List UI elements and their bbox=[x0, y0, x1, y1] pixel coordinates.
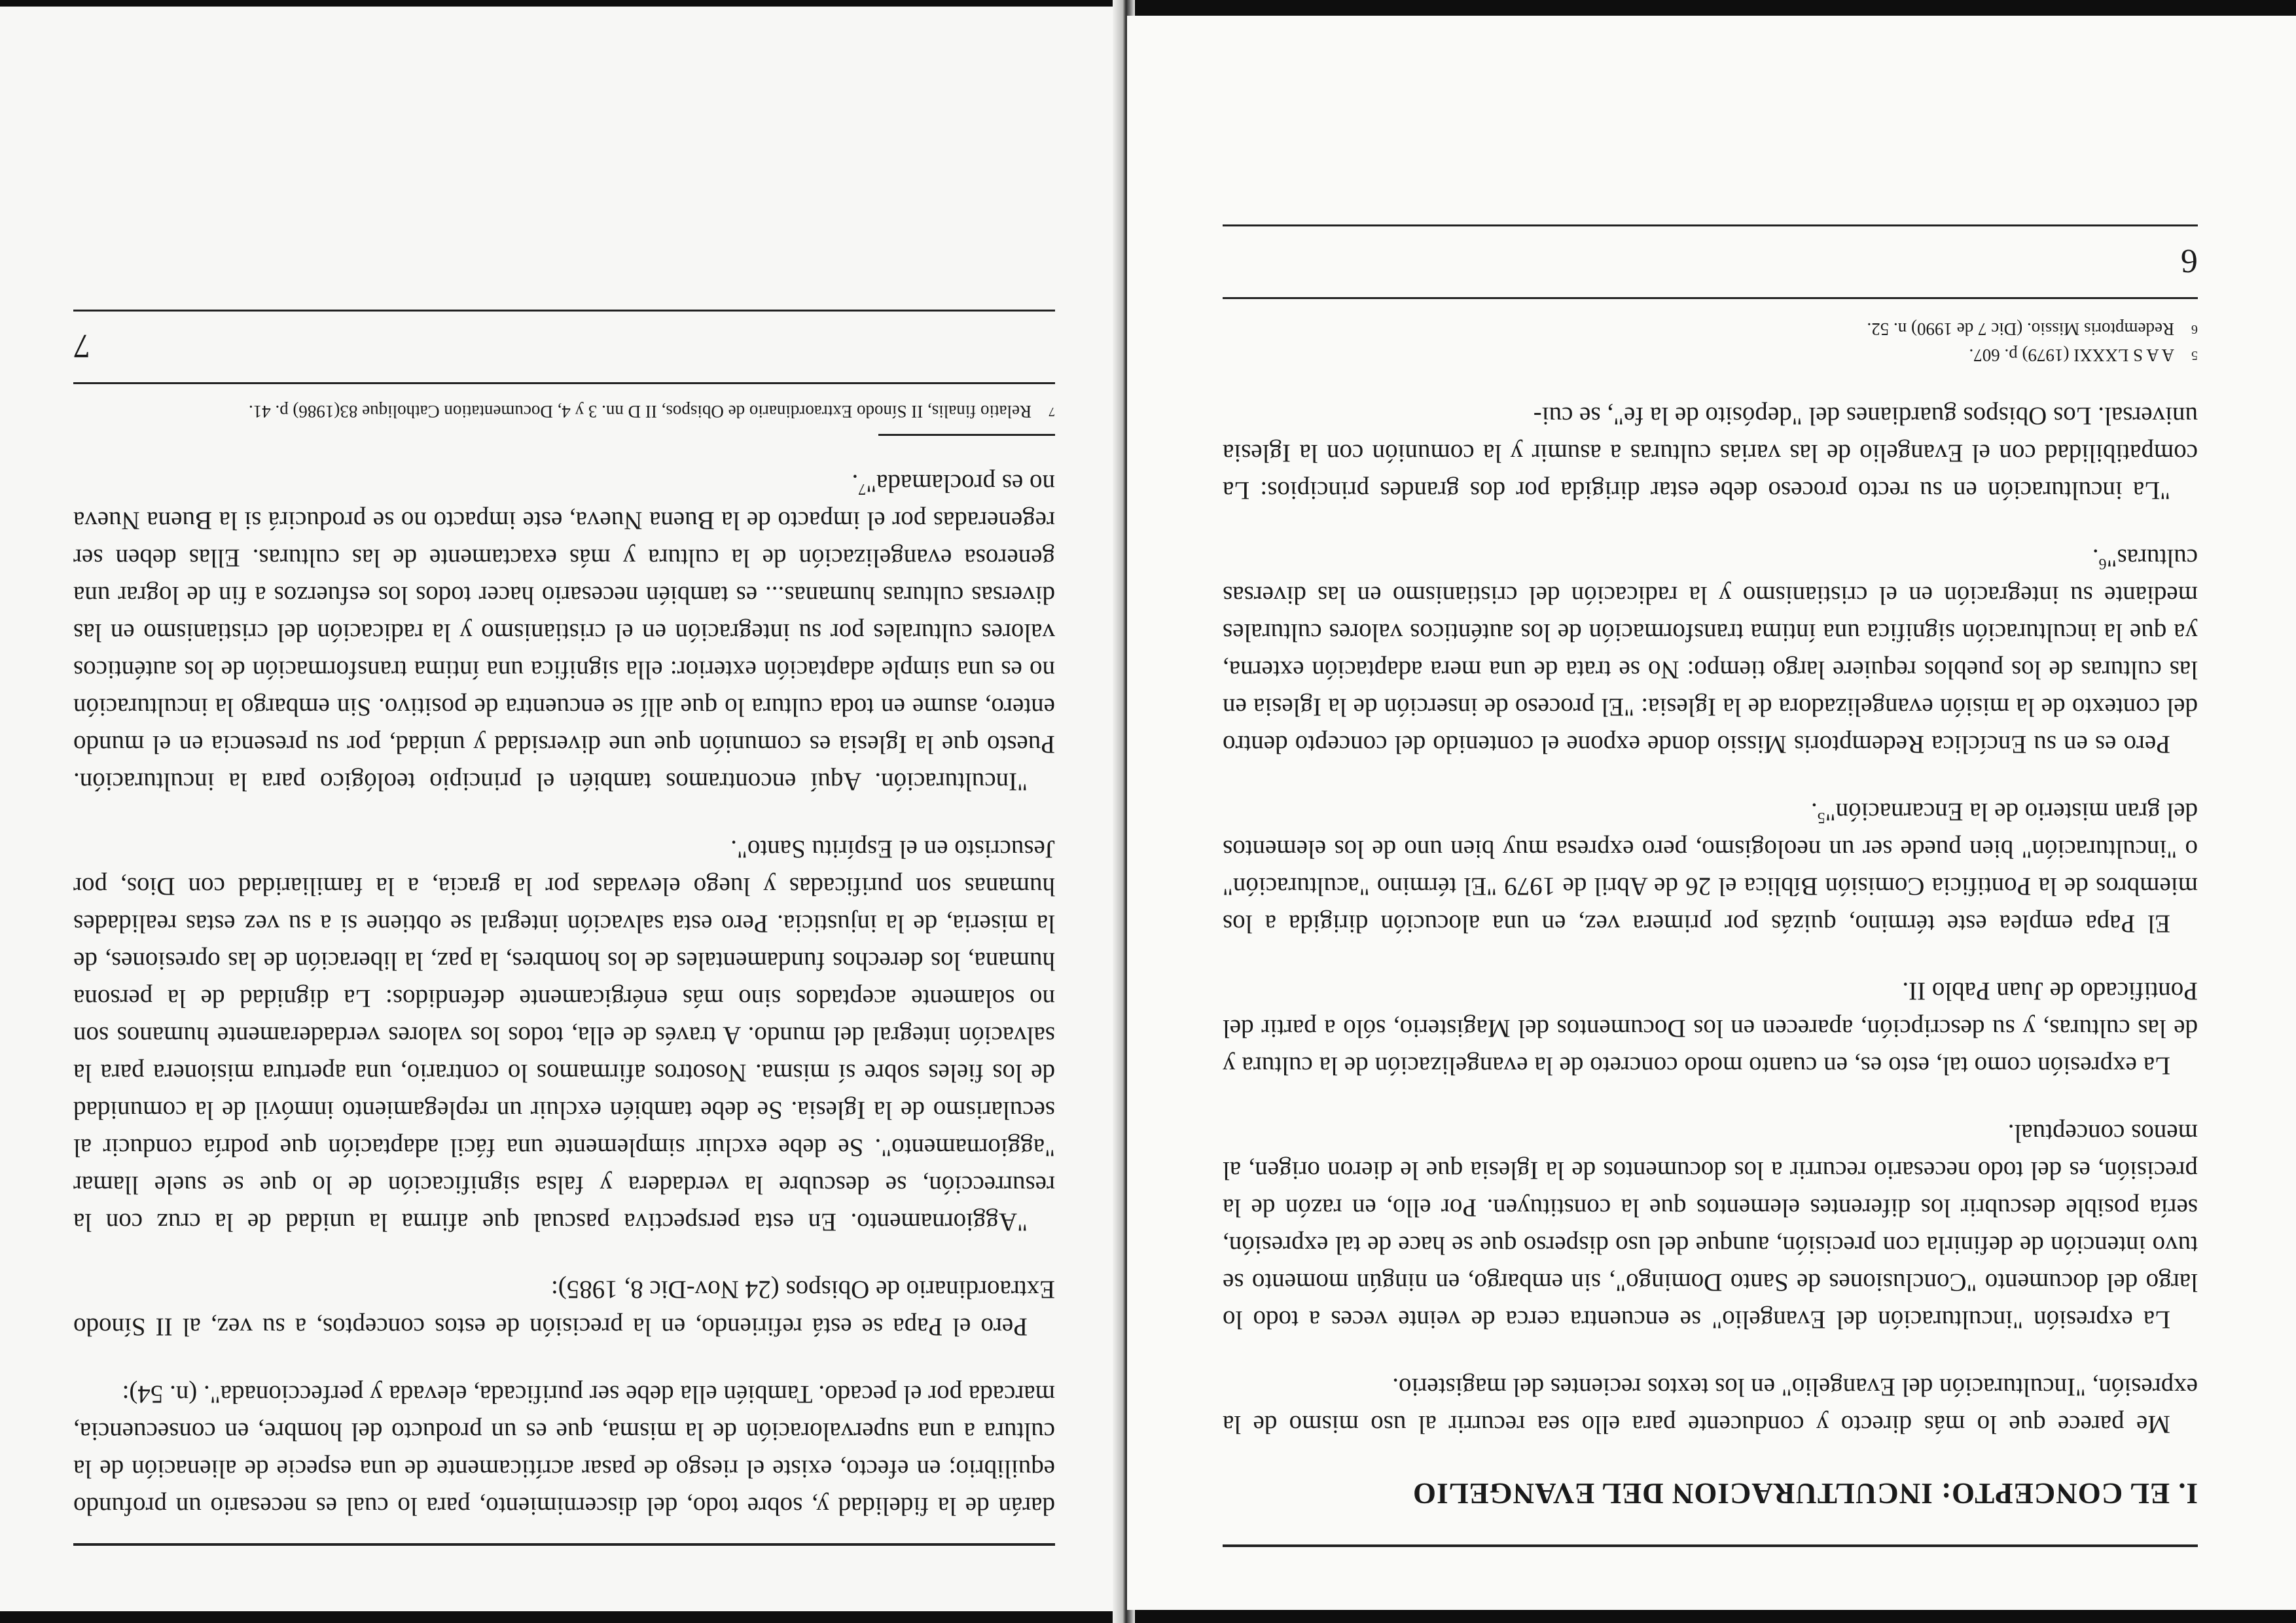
footnote bbox=[1223, 342, 2198, 368]
bottom-rule bbox=[1223, 297, 2198, 299]
paragraph: Me parece que lo más directo y conducente para ello sea recurrir al uso mismo de la expresión, "Inculturación del Evangelio" en los textos recientes del magisterio. bbox=[1223, 1373, 2198, 1438]
page-number: 6 bbox=[2181, 242, 2198, 279]
footnote-text: Redemptoris Missio. (Dic 7 de 1990) n. 52. bbox=[1867, 319, 2174, 339]
footnote-number: 7 bbox=[1049, 404, 1055, 419]
quote-paragraph: "Inculturación. Aquí encontramos también el principio teológico para la inculturación. Puesto que la Iglesia es comunión que une diversidad y unidad, por su presencia en el mundo entero, asume en toda cultura lo que allí se encuentra de positivo. Sin embargo la inculturación no es una simple adaptación exterior: ella significa una íntima transformación de los auténticos valores culturales por su integración en el cristianismo y la radicación del cristianismo en las diversas culturas humanas... es también necesario hacer todos los esfuerzos a fin de lograr una generosa evangelización de la cultura y más exactamente de las culturas. Ellas deben ser regeneradas por el impacto de la Buena Nueva, este impacto no se producirá si la Buena Nueva no es proclamada"$^7$. bbox=[73, 469, 1055, 796]
quote-paragraph: "Aggiornamento. En esta perspectiva pascual que afirma la unidad de la cruz con la resurrección, se descubre la verdadera y falsa significación de lo que se suele llamar "aggiornamento". Se debe excluir simplemente una fácil adaptación que podría conducir al secularismo de la Iglesia. Se debe también excluir un replegamiento inmóvil de la comunidad de los fieles sobre sí misma. Nosotros afirmamos lo contrario, una apertura misionera para la salvación integral del mundo. A través de ella, todos los valores verdaderamente humanos son no solamente aceptados sino más enérgicamente defendidos: La dignidad de la persona humana, los derechos fundamentales de los hombres, la paz, la liberación de las opresiones, de la miseria, de la injusticia. Pero esta salvación integral se obtiene si a su vez estas realidades humanas son purificadas y luego elevadas por la gracia, a la familiaridad con Dios, por Jesucristo en el Espíritu Santo". bbox=[73, 835, 1055, 1236]
paragraph: La expresión como tal, esto es, en cuanto modo concreto de la evangelización de la cultura y de las culturas, y su descripción, aparecen en los Documentos del Magisterio, sólo a partir del Pontificado de Juan Pablo II. bbox=[1223, 977, 2198, 1080]
page-6-content bbox=[1223, 224, 2198, 1547]
footnote bbox=[73, 399, 1055, 425]
paragraph: Pero el Papa se está refiriendo, en la precisión de estos conceptos, a su vez, al II Sínodo Extraordinario de Obispos (24 Nov-Dic 8, 1985): bbox=[73, 1275, 1055, 1341]
paragraph: "La inculturación en su recto proceso debe estar dirigida por dos grandes principios: La compatibilidad con el Evangelio de las varias culturas a asumir y la comunión con la Iglesia universal. Los Obispos guardianes del "depósito de la fe", se cui- bbox=[1223, 402, 2198, 505]
paragraph: darán de la fidelidad y, sobre todo, del discernimiento, para lo cual es necesario un profundo equilibrio; en efecto, existe el riesgo de pasar acríticamente de una especie de alienación de la cultura a una supervaloración de la misma, que es un producto del hombre, en consecuencia, marcada por el pecado. También ella debe ser purificada, elevada y perfeccionada". (n. 54): bbox=[73, 1380, 1055, 1520]
footnote-number: 6 bbox=[2191, 322, 2198, 336]
bottom-rule-2 bbox=[73, 310, 1055, 312]
footnote-ref: 5 bbox=[1817, 809, 1825, 826]
paragraph: El Papa emplea este término, quizás por primera vez, en una alocución dirigida a los miembros de la Pontificia Comisión Bíblica el 26 de Abril de 1979 "El término "aculturación" o "inculturación" bien puede ser un neologismo, pero expresa muy bien uno de los elementos del gran misterio de la Encarnación"$^5$. bbox=[1223, 798, 2198, 938]
section-heading: I. EL CONCEPTO: INCULTURACION DEL EVANGELIO bbox=[1412, 1477, 2198, 1510]
footnote-ref: 6 bbox=[2098, 555, 2107, 572]
footnote-text: A A S LXXXI (1979) p. 607. bbox=[1969, 346, 2174, 365]
footnote-rule bbox=[878, 434, 1055, 436]
page-6 bbox=[1127, 16, 2296, 1610]
bottom-rule bbox=[73, 382, 1055, 384]
footnote bbox=[1223, 316, 2198, 342]
footnotes bbox=[1223, 316, 2198, 368]
page-7 bbox=[0, 7, 1121, 1611]
footnote-text: Relatio finalis, II Sínodo Extraordinario de Obispos, II D nn. 3 y 4, Documentation Catholique 83(1986) p. 41. bbox=[248, 402, 1031, 421]
paragraph-text: El Papa emplea este término, quizás por primera vez, en una alocución dirigida a los miembros de la Pontificia Comisión Bíblica el 26 de Abril de 1979 "El término "aculturación" o "inculturación" bien puede ser un neologismo, pero expresa muy bien uno de los elementos del gran misterio de la Encarnación" bbox=[1223, 798, 2198, 938]
top-rule bbox=[1223, 1544, 2198, 1547]
page-7-content bbox=[73, 310, 1055, 1546]
footnote-number: 5 bbox=[2191, 348, 2198, 363]
top-rule bbox=[73, 1543, 1055, 1546]
paragraph: La expresión "inculturación del Evangelio" se encuentra cerca de veinte veces a todo lo largo del documento "Conclusiones de Santo Domingo", sin embargo, en ningún momento se tuvo intención de definirla con precisión, aunque del uso disperso que se hace de tal expresión, sería posible descubrir los diferentes elementos que la constituyen. Por ello, en razón de la precisión, es del todo necesario recurrir a los documentos de la Iglesia que le dieron origen, al menos conceptual. bbox=[1223, 1119, 2198, 1334]
bottom-rule-2 bbox=[1223, 224, 2198, 226]
footnote-ref: 7 bbox=[858, 480, 867, 497]
quote-text: "Inculturación. Aquí encontramos también el principio teológico para la inculturación. Puesto que la Iglesia es comunión que une diversidad y unidad, por su presencia en el mundo entero, asume en toda cultura lo que allí se encuentra de positivo. Sin embargo la inculturación no es una simple adaptación exterior: ella significa una íntima transformación de los auténticos valores culturales por su integración en el cristianismo y la radicación del cristianismo en las diversas culturas humanas... es también necesario hacer todos los esfuerzos a fin de lograr una generosa evangelización de la cultura y más exactamente de las culturas. Ellas deben ser regeneradas por el impacto de la Buena Nueva, este impacto no se producirá si la Buena Nueva no es proclamada" bbox=[73, 469, 1055, 796]
page-number: 7 bbox=[73, 327, 90, 365]
paragraph: Pero es en su Encíclica Redemptoris Missio donde expone el contenido del concepto dentro del contexto de la misión evangelizadora de la Iglesia: "El proceso de inserción de la Iglesia en las culturas de los pueblos requiere largo tiempo: No se trata de una mera adaptación externa, ya que la inculturación significa una íntima transformación de los auténticos valores culturales mediante su integración en el cristianismo y la radicación del cristianismo en las diversas culturas"$^6$. bbox=[1223, 544, 2198, 758]
paragraph-text: Pero es en su Encíclica Redemptoris Missio donde expone el contenido del concepto dentro del contexto de la misión evangelizadora de la Iglesia: "El proceso de inserción de la Iglesia en las culturas de los pueblos requiere largo tiempo: No se trata de una mera adaptación externa, ya que la inculturación significa una íntima transformación de los auténticos valores culturales mediante su integración en el cristianismo y la radicación del cristianismo en las diversas culturas" bbox=[1223, 544, 2198, 758]
footnotes bbox=[73, 399, 1055, 436]
